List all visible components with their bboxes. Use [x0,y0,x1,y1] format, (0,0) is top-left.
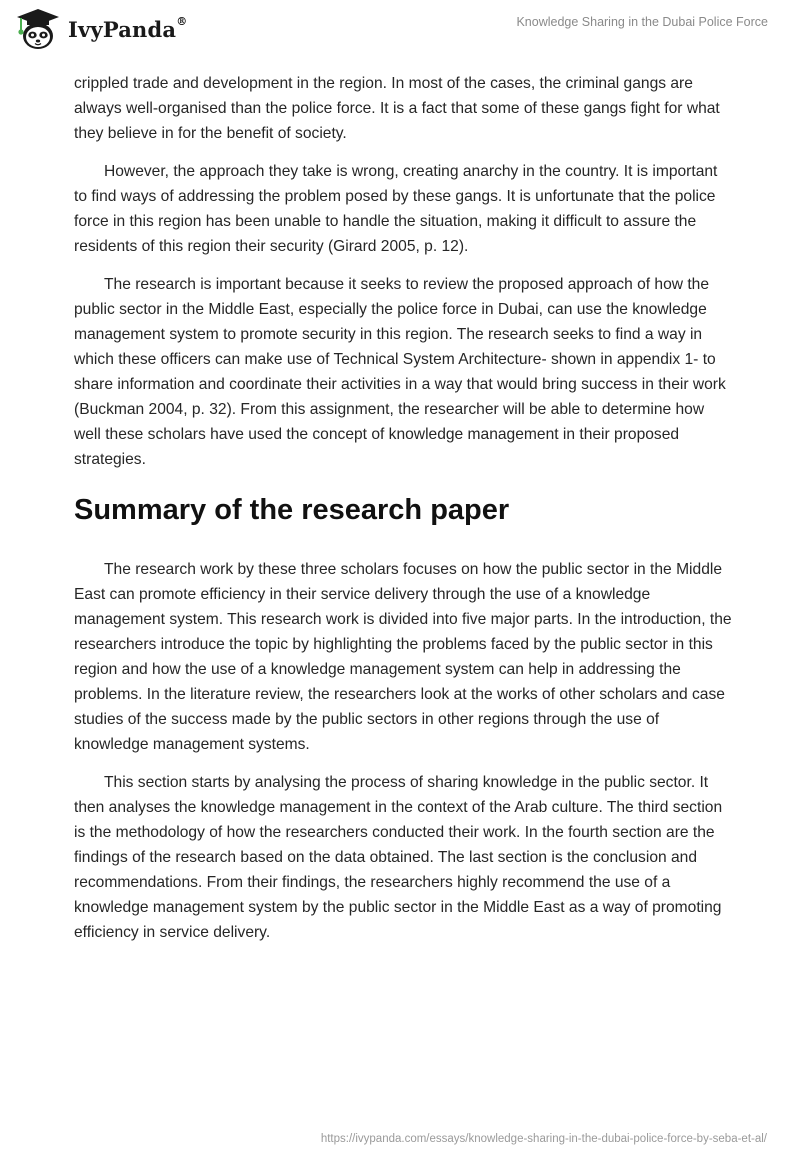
paragraph: The research work by these three scholars focuses on how the public sector in the Middle East can promote efficiency in their service delivery through the use of a knowledge management system. This research work is divided into five major parts. In the introduction, the researchers introduce the topic by highlighting the problems faced by the public sector in this region and how the use of a knowledge management system can help in addressing the problems. In the literature review, the researchers look at the works of other scholars and case studies of the success made by the public sectors in other regions through the use of knowledge management systems. [74,561,732,753]
registered-mark: ® [176,14,188,28]
logo-text: IvyPanda® [68,14,188,42]
page-header [0,0,800,60]
paragraph: This section starts by analysing the process of sharing knowledge in the public sector. It then analyses the knowledge management in the context of the Arab culture. The third section is the methodology of how the researchers conducted their work. In the fourth section are the findings of the research based on the data obtained. The last section is the conclusion and recommendations. From their findings, the researchers highly recommend the use of a knowledge management system by the public sector in the Middle East as a way of promoting efficiency in service delivery. [74,774,723,941]
essay-content [74,71,734,958]
source-url-link[interactable]: https://ivypanda.com/essays/knowledge-sharing-in-the-dubai-police-force-by-seba-et-al/ [320,1133,767,1145]
section-heading: Summary of the research paper [74,494,510,526]
paragraph: crippled trade and development in the region. In most of the cases, the criminal gangs are always well-organised than the police force. It is a fact that some of these gangs fight for what they believe in for the benefit of society. [74,75,720,142]
document-title: Knowledge Sharing in the Dubai Police Force [516,15,768,29]
paragraph: However, the approach they take is wrong, creating anarchy in the country. It is important to find ways of addressing the problem posed by these gangs. It is unfortunate that the police force in this region has been unable to handle the situation, making it difficult to assure the residents of this region their security (Girard 2005, p. 12). [74,163,718,255]
panda-graduate-icon [14,8,62,50]
paragraph: The research is important because it seeks to review the proposed approach of how the public sector in the Middle East, especially the police force in Dubai, can use the knowledge management system to promote security in this region. The research seeks to find a way in which these officers can make use of Technical System Architecture- shown in appendix 1- to share information and coordinate their activities in a way that would bring success in their work (Buckman 2004, p. 32). From this assignment, the researcher will be able to determine how well these scholars have used the concept of knowledge management in their proposed strategies. [74,276,726,468]
ivypanda-logo-link[interactable] [14,8,187,50]
